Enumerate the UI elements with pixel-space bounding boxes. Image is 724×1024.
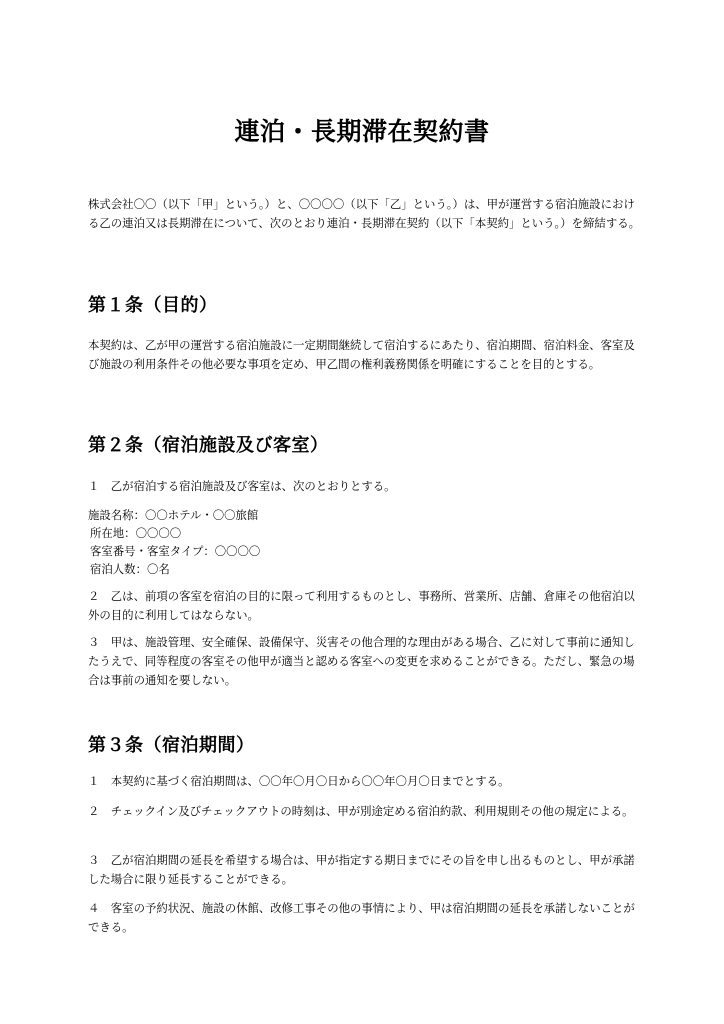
article-3-item-3: ３ 乙が宿泊期間の延長を希望する場合は、甲が指定する期日までにその旨を申し出るものとし、甲が承諾した場合に限り延長することができる。 xyxy=(88,853,635,886)
guest-count: 宿泊人数：〇名 xyxy=(90,562,170,576)
article-2-item-2: ２ 乙は、前項の客室を宿泊の目的に限って利用するものとし、事務所、営業所、店舗、倉庫その他宿泊以外の目的に利用してはならない。 xyxy=(88,589,635,622)
article-1-text: 本契約は、乙が甲の運営する宿泊施設に一定期間継続して宿泊するにあたり、宿泊期間、宿泊料金、客室及び施設の利用条件その他必要な事項を定め、甲乙間の権利義務関係を明確にすることを目的とする。 xyxy=(88,338,635,371)
article-3-item-1: １ 本契約に基づく宿泊期間は、〇〇年〇月〇日から〇〇年〇月〇日までとする。 xyxy=(88,774,510,788)
document-title: 連泊・長期滞在契約書 xyxy=(234,117,490,146)
facility-name: 施設名称：〇〇ホテル・〇〇旅館 xyxy=(88,508,259,522)
intro-paragraph: 株式会社〇〇（以下「甲」という。）と、〇〇〇〇（以下「乙」という。）は、甲が運営する宿泊施設における乙の連泊又は長期滞在について、次のとおり連泊・長期滞在契約（以下「本契約」という。）を締結する。 xyxy=(88,197,640,230)
article-1-heading: 第１条（目的） xyxy=(88,295,218,316)
article-3-item-4: ４ 客室の予約状況、施設の休館、改修工事その他の事情により、甲は宿泊期間の延長を承諾しないことができる。 xyxy=(88,901,635,934)
article-2-item-3: ３ 甲は、施設管理、安全確保、設備保守、災害その他合理的な理由がある場合、乙に対して事前に通知したうえで、同等程度の客室その他甲が適当と認める客室への変更を求めることができる。ただし、緊急の場合は事前の通知を要しない。 xyxy=(88,635,635,687)
room-number-type: 客室番号・客室タイプ：〇〇〇〇 xyxy=(90,544,261,558)
article-3-item-2: ２ チェックイン及びチェックアウトの時刻は、甲が別途定める宿泊約款、利用規則その他の規定による。 xyxy=(88,804,634,818)
article-3-heading: 第３条（宿泊期間） xyxy=(88,735,255,756)
facility-address: 所在地：〇〇〇〇 xyxy=(90,526,182,540)
article-2-item-1: １ 乙が宿泊する宿泊施設及び客室は、次のとおりとする。 xyxy=(88,479,396,493)
article-2-heading: 第２条（宿泊施設及び客室） xyxy=(88,435,329,456)
